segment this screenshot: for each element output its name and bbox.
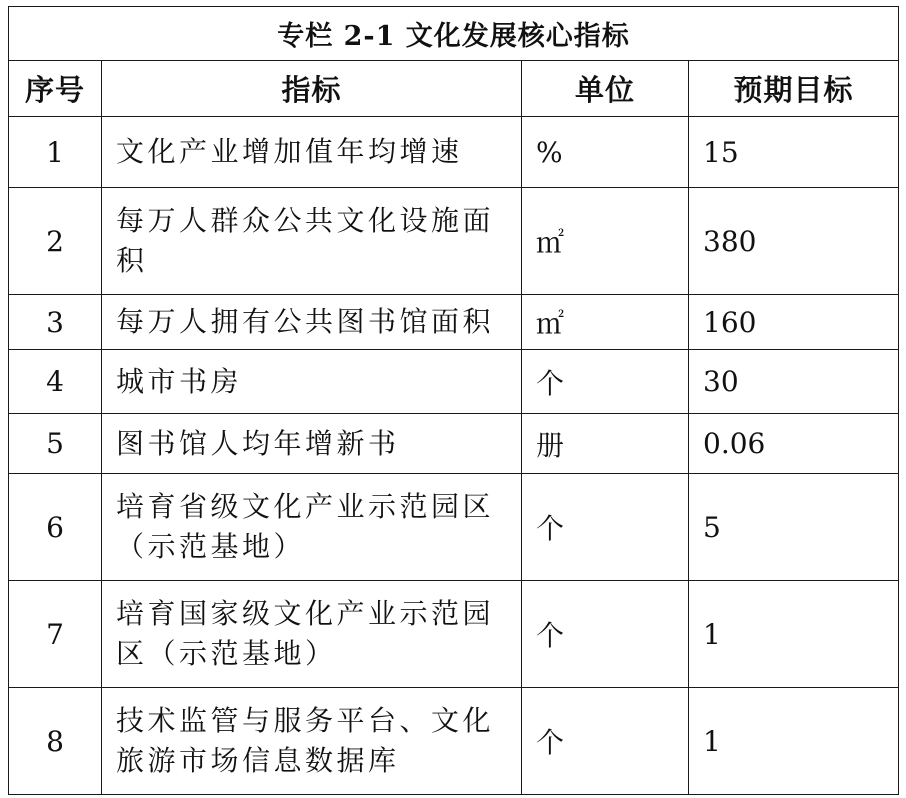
row-unit: 个 [522, 688, 689, 795]
row-indicator: 技术监管与服务平台、文化旅游市场信息数据库 [102, 688, 522, 795]
table-row [9, 350, 899, 414]
row-target: 15 [689, 117, 899, 188]
row-target: 30 [689, 350, 899, 414]
indicator-table [8, 6, 899, 795]
table-row [9, 581, 899, 688]
row-seq: 8 [9, 688, 102, 795]
row-seq: 6 [9, 474, 102, 581]
row-target: 160 [689, 295, 899, 350]
row-seq: 1 [9, 117, 102, 188]
table-row [9, 295, 899, 350]
row-unit: ㎡ [522, 295, 689, 350]
header-target: 预期目标 [689, 61, 899, 117]
row-unit: 个 [522, 350, 689, 414]
table-header-row [9, 61, 899, 117]
row-target: 1 [689, 581, 899, 688]
header-indicator: 指标 [102, 61, 522, 117]
row-unit: 个 [522, 581, 689, 688]
table-row [9, 188, 899, 295]
table-title-row [9, 7, 899, 61]
table-row [9, 688, 899, 795]
row-unit: 册 [522, 414, 689, 474]
header-unit: 单位 [522, 61, 689, 117]
row-target: 5 [689, 474, 899, 581]
row-unit: % [522, 117, 689, 188]
table-row [9, 474, 899, 581]
row-seq: 7 [9, 581, 102, 688]
row-indicator: 每万人拥有公共图书馆面积 [102, 295, 522, 350]
row-indicator: 城市书房 [102, 350, 522, 414]
row-seq: 3 [9, 295, 102, 350]
row-indicator: 培育省级文化产业示范园区（示范基地） [102, 474, 522, 581]
row-indicator: 文化产业增加值年均增速 [102, 117, 522, 188]
row-unit: 个 [522, 474, 689, 581]
table-row [9, 117, 899, 188]
row-seq: 2 [9, 188, 102, 295]
table-row [9, 414, 899, 474]
table-title: 专栏 2-1 文化发展核心指标 [9, 7, 899, 61]
row-target: 1 [689, 688, 899, 795]
row-target: 0.06 [689, 414, 899, 474]
row-indicator: 每万人群众公共文化设施面积 [102, 188, 522, 295]
row-indicator: 图书馆人均年增新书 [102, 414, 522, 474]
row-target: 380 [689, 188, 899, 295]
row-indicator: 培育国家级文化产业示范园区（示范基地） [102, 581, 522, 688]
row-unit: ㎡ [522, 188, 689, 295]
row-seq: 5 [9, 414, 102, 474]
header-seq: 序号 [9, 61, 102, 117]
row-seq: 4 [9, 350, 102, 414]
